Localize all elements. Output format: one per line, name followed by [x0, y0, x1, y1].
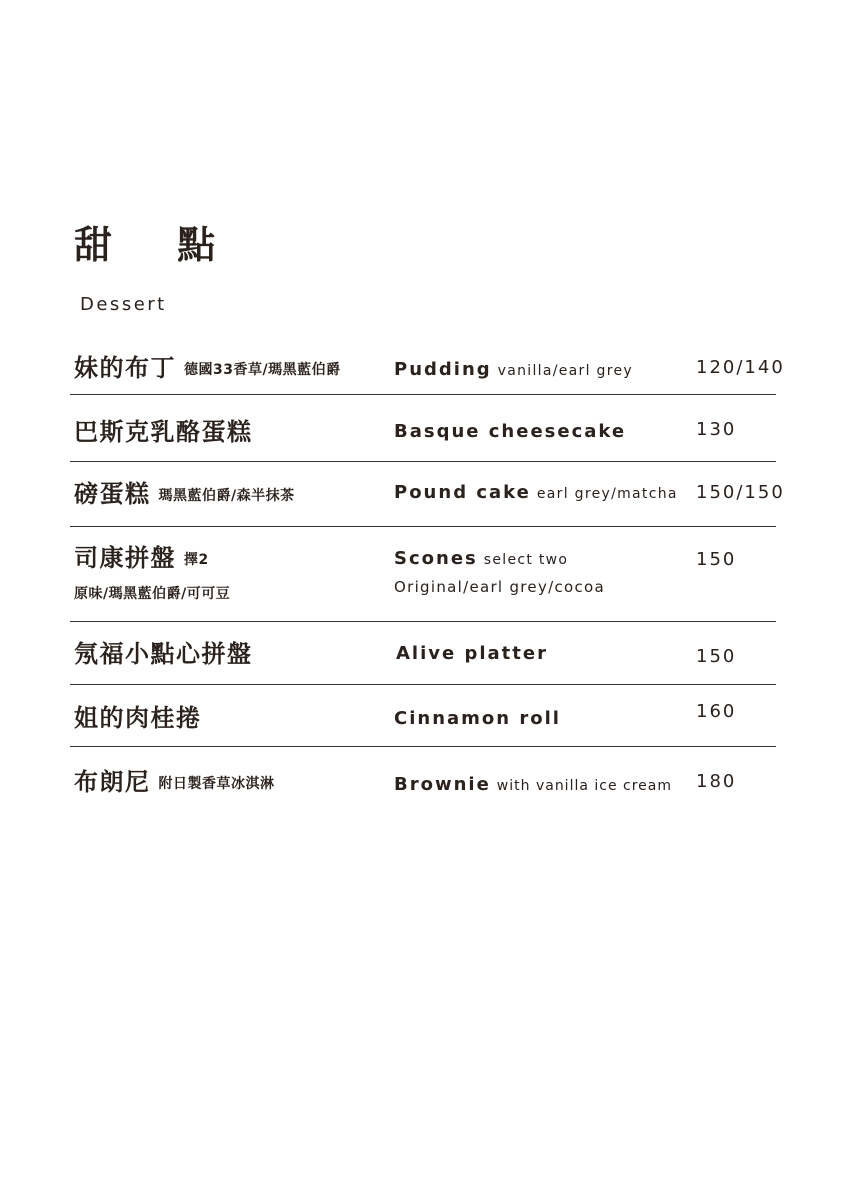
item-name-zh: 氖福小點心拼盤 — [74, 640, 253, 668]
item-name-en-detail: vanilla/earl grey — [497, 363, 633, 379]
item-name-zh — [74, 479, 295, 511]
divider — [70, 684, 776, 685]
item-options-zh: 原味/瑪黑藍伯爵/可可豆 — [74, 586, 231, 602]
item-name-en-main: Scones — [394, 548, 478, 569]
item-price: 150 — [696, 646, 737, 667]
divider — [70, 461, 776, 462]
item-price: 120/140 — [696, 357, 785, 378]
item-price: 130 — [696, 419, 737, 440]
item-name-en — [394, 547, 568, 572]
item-name-zh-detail: 附日製香草冰淇淋 — [158, 776, 275, 792]
item-price: 150 — [696, 549, 737, 570]
item-name-en-detail: select two — [483, 552, 569, 568]
item-name-en — [394, 481, 678, 506]
item-name-zh-main: 妹的布丁 — [74, 354, 176, 382]
item-name-en: Basque cheesecake — [394, 421, 627, 442]
menu-title: 甜 點 — [74, 223, 242, 267]
item-name-zh — [74, 543, 209, 575]
divider — [70, 526, 776, 527]
item-name-en-detail: with vanilla ice cream — [496, 778, 673, 794]
item-name-zh-main: 司康拼盤 — [74, 544, 176, 572]
item-name-en-main: Brownie — [394, 774, 491, 795]
item-name-zh: 巴斯克乳酪蛋糕 — [74, 418, 253, 446]
item-name-en — [394, 358, 633, 383]
item-price: 150/150 — [696, 482, 785, 503]
item-price: 180 — [696, 771, 737, 792]
item-name-zh-main: 布朗尼 — [74, 768, 151, 796]
item-name-en-main: Pudding — [394, 359, 492, 380]
item-name-zh — [74, 767, 275, 799]
item-name-zh-detail: 瑪黑藍伯爵/森半抹茶 — [158, 488, 295, 504]
item-name-en: Cinnamon roll — [394, 708, 561, 729]
item-name-zh: 姐的肉桂捲 — [74, 704, 202, 732]
item-options-en: Original/earl grey/cocoa — [394, 578, 606, 596]
divider — [70, 394, 776, 395]
item-price: 160 — [696, 701, 737, 722]
item-name-en: Alive platter — [396, 643, 548, 664]
item-name-en-detail: earl grey/matcha — [536, 486, 678, 502]
divider — [70, 621, 776, 622]
item-name-zh-main: 磅蛋糕 — [74, 480, 151, 508]
item-name-zh — [74, 353, 341, 385]
divider — [70, 746, 776, 747]
item-name-zh-detail: 德國33香草/瑪黑藍伯爵 — [184, 362, 341, 378]
item-name-zh-detail: 擇2 — [184, 552, 209, 568]
item-name-en — [394, 773, 672, 798]
item-name-en-main: Pound cake — [394, 482, 531, 503]
menu-subtitle: Dessert — [80, 294, 167, 315]
